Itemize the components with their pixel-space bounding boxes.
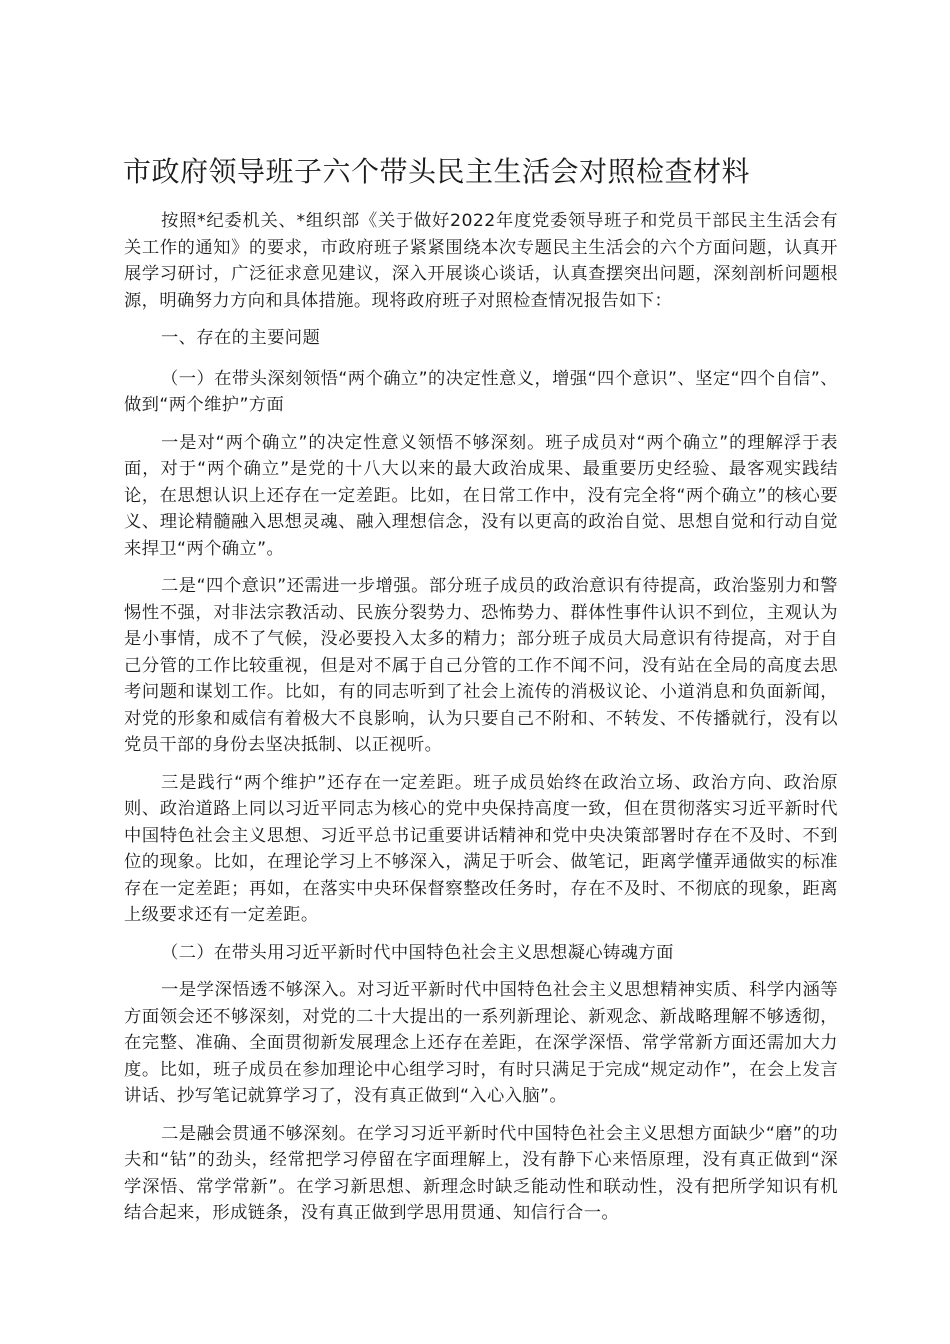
- section-heading-problems: 一、存在的主要问题: [161, 328, 321, 348]
- subsection-heading-2: （二）在带头用习近平新时代中国特色社会主义思想凝心铸魂方面: [161, 942, 674, 963]
- paragraph-1-3: 三是践行“两个维护”还存在一定差距。班子成员始终在政治立场、政治方向、政治原则、政治道路上同以习近平同志为核心的党中央保持高度一致，但在贯彻落实习近平新时代中国特色社会主义思想、习近平总书记重要讲话精神和党中央决策部署时存在不及时、不到位的现象。比如，在理论学习上不够深入，满足于听会、做笔记，距离学懂弄通做实的标准存在一定差距；再如，在落实中央环保督察整改任务时，存在不及时、不彻底的现象，距离上级要求还有一定差距。: [124, 772, 838, 925]
- document-title: 市政府领导班子六个带头民主生活会对照检查材料: [123, 155, 751, 188]
- intro-paragraph: 按照*纪委机关、*组织部《关于做好2022年度党委领导班子和党员干部民主生活会有关工作的通知》的要求，市政府班子紧紧围绕本次专题民主生活会的六个方面问题，认真开展学习研讨，广泛征求意见建议，深入开展谈心谈话，认真查摆突出问题，深刻剖析问题根源，明确努力方向和具体措施。现将政府班子对照检查情况报告如下：: [124, 211, 838, 311]
- paragraph-1-2: 二是“四个意识”还需进一步增强。部分班子成员的政治意识有待提高，政治鉴别力和警惕性不强，对非法宗教活动、民族分裂势力、恐怖势力、群体性事件认识不到位，主观认为是小事情，成不了气候，没必要投入太多的精力；部分班子成员大局意识有待提高，对于自己分管的工作比较重视，但是对不属于自己分管的工作不闻不问，没有站在全局的高度去思考问题和谋划工作。比如，有的同志听到了社会上流传的消极议论、小道消息和负面新闻，对党的形象和威信有着极大不良影响，认为只要自己不附和、不转发、不传播就行，没有以党员干部的身份去坚决抵制、以正视听。: [124, 576, 838, 755]
- paragraph-2-2: 二是融会贯通不够深刻。在学习习近平新时代中国特色社会主义思想方面缺少“磨”的功夫和“钻”的劲头，经常把学习停留在字面理解上，没有静下心来悟原理，没有真正做到“深学深悟、常学常新”。在学习新思想、新理念时缺乏能动性和联动性，没有把所学知识有机结合起来，形成链条，没有真正做到学思用贯通、知信行合一。: [124, 1123, 838, 1223]
- paragraph-1-1: 一是对“两个确立”的决定性意义领悟不够深刻。班子成员对“两个确立”的理解浮于表面，对于“两个确立”是党的十八大以来的最大政治成果、最重要历史经验、最客观实践结论，在思想认识上还存在一定差距。比如，在日常工作中，没有完全将“两个确立”的核心要义、理论精髓融入思想灵魂、融入理想信念，没有以更高的政治自觉、思想自觉和行动自觉来捍卫“两个确立”。: [124, 432, 838, 559]
- subsection-heading-1: （一）在带头深刻领悟“两个确立”的决定性意义，增强“四个意识”、坚定“四个自信”、做到“两个维护”方面: [124, 368, 838, 415]
- document-body: [124, 208, 838, 1238]
- paragraph-2-1: 一是学深悟透不够深入。对习近平新时代中国特色社会主义思想精神实质、科学内涵等方面领会还不够深刻，对党的二十大提出的一系列新理论、新观念、新战略理解不够透彻，在完整、准确、全面贯彻新发展理念上还存在差距，在深学深悟、常学常新方面还需加大力度。比如，班子成员在参加理论中心组学习时，有时只满足于完成“规定动作”，在会上发言讲话、抄写笔记就算学习了，没有真正做到“入心入脑”。: [124, 980, 838, 1106]
